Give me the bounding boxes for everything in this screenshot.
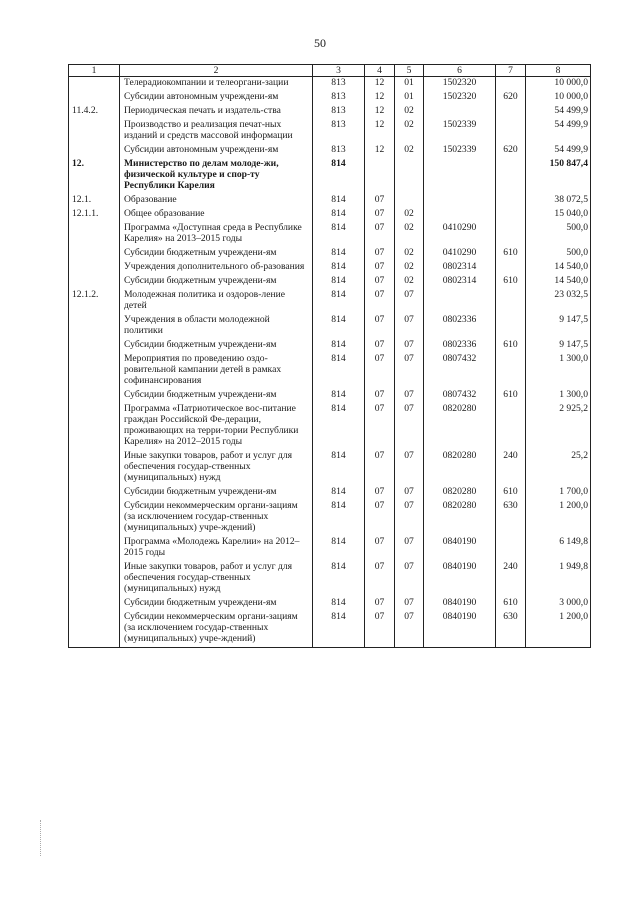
column-header: 2 [120,65,313,77]
row-code-target: 0410290 [424,247,496,261]
row-amount: 3 000,0 [526,597,591,611]
row-code-expense-type: 240 [496,450,526,486]
row-code-ministry: 814 [313,353,365,389]
row-number [69,261,120,275]
budget-table [68,64,591,648]
row-code-subsection: 02 [395,275,424,289]
row-number [69,247,120,261]
row-amount: 500,0 [526,222,591,247]
row-code-expense-type [496,119,526,144]
row-code-ministry: 814 [313,222,365,247]
table-row [69,389,591,403]
row-amount: 150 847,4 [526,158,591,194]
row-code-target: 0802336 [424,314,496,339]
table-row [69,353,591,389]
table-row [69,289,591,314]
row-number [69,144,120,158]
row-name: Производство и реализация печат-ных изданий и средств массовой информации [120,119,313,144]
row-name: Общее образование [120,208,313,222]
table-row [69,105,591,119]
row-code-expense-type [496,77,526,92]
row-code-subsection: 02 [395,222,424,247]
row-code-ministry: 814 [313,597,365,611]
row-amount: 54 499,9 [526,119,591,144]
row-name: Субсидии бюджетным учреждени-ям [120,389,313,403]
table-row [69,119,591,144]
row-code-subsection: 07 [395,353,424,389]
row-code-expense-type [496,105,526,119]
row-code-expense-type [496,222,526,247]
row-number: 12.1.1. [69,208,120,222]
row-code-section: 07 [365,353,395,389]
row-name: Субсидии бюджетным учреждени-ям [120,486,313,500]
row-code-expense-type: 610 [496,597,526,611]
row-code-section: 07 [365,597,395,611]
row-code-section: 12 [365,119,395,144]
row-amount: 23 032,5 [526,289,591,314]
row-code-subsection: 02 [395,208,424,222]
row-code-section: 07 [365,403,395,450]
table-row [69,208,591,222]
row-code-section: 07 [365,389,395,403]
row-amount: 9 147,5 [526,339,591,353]
row-code-expense-type: 610 [496,275,526,289]
row-amount: 10 000,0 [526,77,591,92]
row-name: Субсидии некоммерческим органи-зациям (за исключением государ-ственных (муниципальных) учре-ждений) [120,500,313,536]
row-code-expense-type [496,314,526,339]
row-code-target: 1502339 [424,119,496,144]
row-number [69,77,120,92]
scan-margin-mark [40,820,42,856]
row-code-section: 07 [365,247,395,261]
row-code-ministry: 814 [313,339,365,353]
table-row [69,247,591,261]
row-code-target: 0802314 [424,275,496,289]
row-code-section: 07 [365,339,395,353]
row-amount: 6 149,8 [526,536,591,561]
table-row [69,194,591,208]
row-code-ministry: 814 [313,314,365,339]
row-code-subsection: 07 [395,389,424,403]
row-code-subsection: 02 [395,119,424,144]
row-name: Молодежная политика и оздоров-ление детей [120,289,313,314]
row-code-target [424,158,496,194]
row-amount: 15 040,0 [526,208,591,222]
table-header [69,65,591,77]
row-code-expense-type: 630 [496,611,526,648]
row-code-ministry: 814 [313,261,365,275]
table-row [69,536,591,561]
row-number [69,486,120,500]
row-amount: 1 300,0 [526,353,591,389]
row-code-section: 07 [365,314,395,339]
row-code-section: 12 [365,77,395,92]
row-number: 12. [69,158,120,194]
table-row [69,486,591,500]
column-header: 5 [395,65,424,77]
row-code-section: 07 [365,261,395,275]
row-code-ministry: 813 [313,77,365,92]
table-row [69,500,591,536]
table-row [69,450,591,486]
row-name: Субсидии бюджетным учреждени-ям [120,339,313,353]
column-header: 3 [313,65,365,77]
page-number: 50 [314,36,326,50]
row-code-section: 12 [365,144,395,158]
column-header: 1 [69,65,120,77]
row-name: Образование [120,194,313,208]
row-code-ministry: 814 [313,611,365,648]
row-code-ministry: 814 [313,389,365,403]
row-code-ministry: 814 [313,275,365,289]
row-name: Программа «Молодежь Карелии» на 2012–2015 годы [120,536,313,561]
row-code-section [365,158,395,194]
row-code-section: 07 [365,536,395,561]
table-row [69,597,591,611]
row-code-expense-type: 240 [496,561,526,597]
row-code-section: 07 [365,194,395,208]
row-code-subsection: 02 [395,105,424,119]
row-amount: 500,0 [526,247,591,261]
row-code-expense-type [496,194,526,208]
row-name: Субсидии автономным учреждени-ям [120,91,313,105]
header-row [69,65,591,77]
row-code-target: 0820280 [424,486,496,500]
row-code-section: 12 [365,105,395,119]
row-code-target: 1502320 [424,77,496,92]
row-number [69,275,120,289]
row-code-subsection: 01 [395,91,424,105]
row-number: 11.4.2. [69,105,120,119]
row-amount: 10 000,0 [526,91,591,105]
row-name: Мероприятия по проведению оздо-ровительной кампании детей в рамках софинансирования [120,353,313,389]
row-number [69,91,120,105]
column-header: 6 [424,65,496,77]
row-name: Учреждения дополнительного об-разования [120,261,313,275]
row-code-target: 0802314 [424,261,496,275]
row-name: Субсидии автономным учреждени-ям [120,144,313,158]
row-number: 12.1. [69,194,120,208]
row-code-ministry: 813 [313,91,365,105]
row-code-target: 0840190 [424,561,496,597]
row-number [69,561,120,597]
row-name: Учреждения в области молодежной политики [120,314,313,339]
row-code-subsection [395,158,424,194]
row-name: Субсидии бюджетным учреждени-ям [120,247,313,261]
row-code-subsection: 01 [395,77,424,92]
row-code-target: 0820280 [424,450,496,486]
table-row [69,275,591,289]
row-code-expense-type [496,403,526,450]
row-code-section: 07 [365,450,395,486]
table-row [69,222,591,247]
row-code-section: 07 [365,561,395,597]
row-code-ministry: 814 [313,450,365,486]
row-code-ministry: 813 [313,144,365,158]
row-amount: 1 200,0 [526,500,591,536]
row-number [69,339,120,353]
row-code-target: 0840190 [424,597,496,611]
row-amount: 9 147,5 [526,314,591,339]
row-code-target: 1502320 [424,91,496,105]
row-code-subsection: 07 [395,611,424,648]
row-name: Программа «Патриотическое вос-питание граждан Российской Фе-дерации, проживающих на терри-тории Республики Карелия» на 2012–2015 годы [120,403,313,450]
row-code-subsection: 07 [395,289,424,314]
row-code-ministry: 813 [313,105,365,119]
row-code-section: 07 [365,208,395,222]
row-code-ministry: 814 [313,536,365,561]
row-code-ministry: 814 [313,561,365,597]
row-amount: 14 540,0 [526,261,591,275]
row-code-target: 0802336 [424,339,496,353]
row-number [69,500,120,536]
row-code-ministry: 813 [313,119,365,144]
row-code-target: 0820280 [424,500,496,536]
column-header: 4 [365,65,395,77]
row-code-expense-type [496,158,526,194]
row-code-expense-type: 630 [496,500,526,536]
row-amount: 54 499,9 [526,105,591,119]
row-amount: 2 925,2 [526,403,591,450]
table-row [69,561,591,597]
row-code-ministry: 814 [313,158,365,194]
row-code-section: 07 [365,486,395,500]
row-amount: 1 300,0 [526,389,591,403]
row-code-target: 0840190 [424,611,496,648]
row-number [69,119,120,144]
row-number [69,450,120,486]
row-code-expense-type: 620 [496,144,526,158]
row-code-section: 07 [365,275,395,289]
row-amount: 25,2 [526,450,591,486]
row-amount: 14 540,0 [526,275,591,289]
row-name: Периодическая печать и издатель-ства [120,105,313,119]
row-code-subsection: 07 [395,486,424,500]
table-body [69,77,591,648]
row-code-subsection: 07 [395,314,424,339]
row-number [69,403,120,450]
row-code-expense-type [496,289,526,314]
row-code-subsection [395,194,424,208]
row-number [69,389,120,403]
row-name: Субсидии бюджетным учреждени-ям [120,275,313,289]
row-code-ministry: 814 [313,289,365,314]
row-code-expense-type: 610 [496,339,526,353]
table-row [69,144,591,158]
row-amount: 1 200,0 [526,611,591,648]
row-name: Иные закупки товаров, работ и услуг для обеспечения государ-ственных (муниципальных) нужд [120,561,313,597]
table-row [69,611,591,648]
row-number [69,353,120,389]
row-number [69,597,120,611]
table-row [69,91,591,105]
row-code-target [424,194,496,208]
row-code-ministry: 814 [313,208,365,222]
column-header: 7 [496,65,526,77]
row-amount: 54 499,9 [526,144,591,158]
row-code-section: 07 [365,222,395,247]
table-row [69,158,591,194]
row-amount: 1 700,0 [526,486,591,500]
row-name: Субсидии бюджетным учреждени-ям [120,597,313,611]
table-row [69,261,591,275]
row-code-ministry: 814 [313,247,365,261]
row-code-target: 0410290 [424,222,496,247]
row-code-ministry: 814 [313,486,365,500]
row-code-expense-type: 620 [496,91,526,105]
row-code-target: 0820280 [424,403,496,450]
row-code-expense-type [496,536,526,561]
row-code-target: 0807432 [424,353,496,389]
row-code-subsection: 02 [395,144,424,158]
row-code-section: 12 [365,91,395,105]
row-code-target [424,105,496,119]
row-code-section: 07 [365,289,395,314]
row-code-target [424,208,496,222]
row-name: Программа «Доступная среда в Республике Карелия» на 2013–2015 годы [120,222,313,247]
table-row [69,339,591,353]
row-amount: 38 072,5 [526,194,591,208]
row-name: Субсидии некоммерческим органи-зациям (за исключением государ-ственных (муниципальных) учре-ждений) [120,611,313,648]
row-code-subsection: 02 [395,261,424,275]
row-code-section: 07 [365,611,395,648]
row-code-subsection: 07 [395,450,424,486]
row-code-subsection: 07 [395,536,424,561]
row-code-ministry: 814 [313,403,365,450]
row-number [69,536,120,561]
row-number: 12.1.2. [69,289,120,314]
row-name: Министерство по делам молоде-жи, физической культуре и спор-ту Республики Карелия [120,158,313,194]
row-number [69,222,120,247]
row-code-expense-type [496,208,526,222]
row-code-subsection: 07 [395,403,424,450]
row-code-expense-type: 610 [496,389,526,403]
table-row [69,77,591,92]
row-code-target: 1502339 [424,144,496,158]
table-row [69,403,591,450]
row-code-expense-type: 610 [496,247,526,261]
row-code-target: 0840190 [424,536,496,561]
table-row [69,314,591,339]
row-code-subsection: 07 [395,339,424,353]
row-code-subsection: 07 [395,500,424,536]
row-code-expense-type [496,261,526,275]
row-amount: 1 949,8 [526,561,591,597]
row-code-section: 07 [365,500,395,536]
row-name: Иные закупки товаров, работ и услуг для обеспечения государ-ственных (муниципальных) нужд [120,450,313,486]
row-code-target: 0807432 [424,389,496,403]
row-number [69,314,120,339]
row-code-ministry: 814 [313,194,365,208]
row-code-target [424,289,496,314]
row-code-ministry: 814 [313,500,365,536]
row-code-subsection: 07 [395,597,424,611]
row-code-expense-type: 610 [496,486,526,500]
row-code-subsection: 07 [395,561,424,597]
row-code-expense-type [496,353,526,389]
row-name: Телерадиокомпании и телеоргани-зации [120,77,313,92]
column-header: 8 [526,65,591,77]
row-number [69,611,120,648]
row-code-subsection: 02 [395,247,424,261]
